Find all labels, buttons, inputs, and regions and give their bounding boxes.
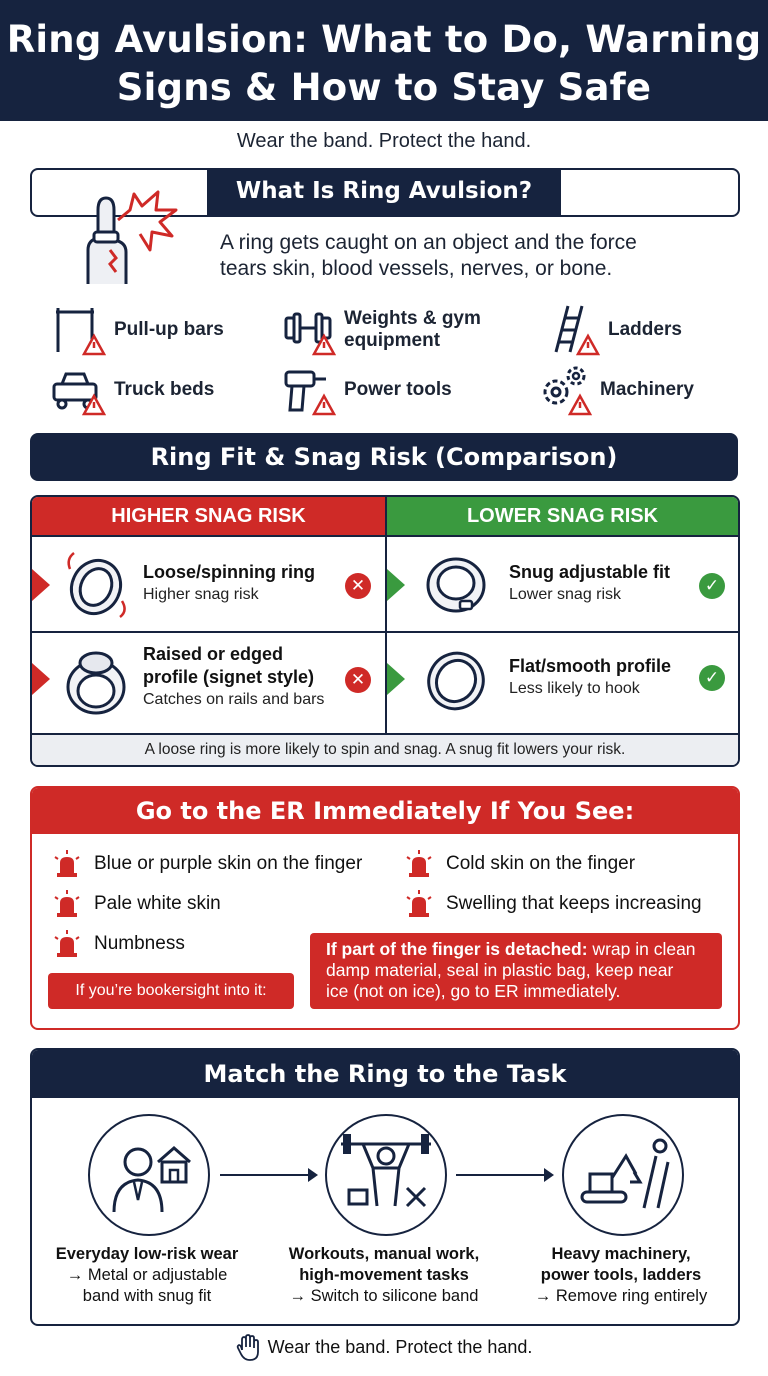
hazard-weights <box>282 304 481 356</box>
siren-icon <box>52 929 82 959</box>
adjustable-ring-icon <box>420 549 492 621</box>
hand-icon <box>236 1334 262 1362</box>
title-line-1: Workouts, manual work, <box>288 1245 480 1263</box>
er-sign-label: Numbness <box>94 933 185 954</box>
er-note-line-3: ice (not on ice), go to ER immediately. <box>326 981 621 1001</box>
icon-circle <box>562 1114 684 1236</box>
lower-risk-header: LOWER SNAG RISK <box>387 497 738 535</box>
gears-icon <box>538 364 592 416</box>
comparison-title: Ring Fit & Snag Risk (Comparison) <box>30 433 738 481</box>
column-title <box>506 1244 736 1286</box>
tagline: Wear the band. Protect the hand. <box>236 130 532 152</box>
er-sign-label: Blue or purple skin on the finger <box>94 853 363 874</box>
what-description <box>220 230 720 282</box>
flat-ring-icon <box>420 643 492 719</box>
match-column-everyday <box>32 1244 262 1307</box>
flow-arrow <box>220 1174 316 1176</box>
footer-slogan: Wear the band. Protect the hand. <box>267 1336 533 1357</box>
loose-ring-icon <box>60 549 132 621</box>
drill-icon <box>282 364 336 416</box>
footer <box>0 1334 768 1362</box>
er-sign-item <box>52 889 221 919</box>
er-note-left: If you’re bookersight into it: <box>48 973 294 1009</box>
what-desc-line-1: A ring gets caught on an object and the force <box>220 231 637 254</box>
injured-finger-icon <box>72 180 184 286</box>
lower-risk-item <box>509 561 699 606</box>
er-sign-label: Pale white skin <box>94 893 221 914</box>
match-title: Match the Ring to the Task <box>32 1050 738 1098</box>
er-sign-item <box>52 849 362 879</box>
person-house-icon <box>90 1116 208 1234</box>
match-column-heavy <box>506 1244 736 1307</box>
divider <box>385 497 387 733</box>
hazard-pull-up-bars <box>52 304 224 356</box>
higher-risk-item <box>143 643 333 711</box>
siren-icon <box>52 889 82 919</box>
arrow-marker <box>387 569 405 601</box>
advice-line-2: band with snug fit <box>82 1287 212 1305</box>
hazard-truck-beds <box>52 364 214 416</box>
item-title-line-2: profile (signet style) <box>143 667 315 687</box>
column-title <box>269 1244 499 1286</box>
er-sign-label: Swelling that keeps increasing <box>446 893 702 914</box>
column-advice: → Remove ring entirely <box>534 1287 708 1305</box>
er-note-detached <box>310 933 722 1009</box>
item-subtitle: Higher snag risk <box>143 586 259 603</box>
item-subtitle: Less likely to hook <box>509 680 640 697</box>
x-mark-icon: ✕ <box>345 573 371 599</box>
hazard-label: Power tools <box>344 379 452 400</box>
item-title: Snug adjustable fit <box>509 562 671 582</box>
er-sign-label: Cold skin on the finger <box>446 853 636 874</box>
advice-line-1: → Metal or adjustable <box>66 1266 228 1284</box>
excavator-ladder-icon <box>564 1116 682 1234</box>
signet-ring-icon <box>60 643 132 719</box>
arrow-marker <box>32 663 50 695</box>
hazard-machinery <box>538 364 694 416</box>
item-title-line-1: Raised or edged <box>143 644 284 664</box>
er-warning-box <box>30 786 740 1030</box>
er-note-rest: wrap in clean <box>587 939 696 959</box>
check-mark-icon: ✓ <box>699 573 725 599</box>
item-title: Flat/smooth profile <box>509 656 671 676</box>
hazard-label: Machinery <box>600 379 694 400</box>
arrow-marker <box>32 569 50 601</box>
hazard-label <box>344 308 481 352</box>
lower-risk-item <box>509 655 709 700</box>
icon-circle <box>88 1114 210 1236</box>
ladder-icon <box>546 304 600 356</box>
siren-icon <box>404 889 434 919</box>
column-advice <box>32 1265 262 1307</box>
title-line-2: power tools, ladders <box>540 1266 702 1284</box>
hazard-power-tools <box>282 364 452 416</box>
comparison-table <box>30 495 740 767</box>
page-header <box>0 0 768 121</box>
arrow-marker <box>387 663 405 695</box>
column-title: Everyday low-risk wear <box>55 1245 239 1263</box>
er-title: Go to the ER Immediately If You See: <box>32 788 738 834</box>
hazard-label-line-1: Weights & gym <box>344 308 481 329</box>
hazard-ladders <box>546 304 682 356</box>
item-subtitle: Lower snag risk <box>509 586 622 603</box>
hazard-label: Ladders <box>608 319 682 340</box>
column-advice: → Switch to silicone band <box>289 1287 479 1305</box>
hazard-label: Truck beds <box>114 379 215 400</box>
er-note-line-2: damp material, seal in plastic bag, keep near <box>326 960 674 980</box>
higher-risk-item <box>143 561 333 606</box>
weightlifter-tools-icon <box>327 1116 445 1234</box>
what-section-title: What Is Ring Avulsion? <box>207 168 561 217</box>
item-title: Loose/spinning ring <box>143 562 315 582</box>
dumbbell-icon <box>282 304 336 356</box>
icon-circle <box>325 1114 447 1236</box>
siren-icon <box>52 849 82 879</box>
er-sign-item <box>404 889 702 919</box>
er-note-bold: If part of the finger is detached: <box>326 939 588 959</box>
item-title <box>143 643 333 689</box>
what-desc-line-2: tears skin, blood vessels, nerves, or bone. <box>220 257 613 280</box>
match-column-workouts <box>269 1244 499 1307</box>
er-sign-item <box>52 929 185 959</box>
x-mark-icon: ✕ <box>345 667 371 693</box>
siren-icon <box>404 849 434 879</box>
title-line-1: Heavy machinery, <box>551 1245 691 1263</box>
page-title <box>0 0 768 112</box>
title-line-2: Signs & How to Stay Safe <box>116 66 652 109</box>
pull-up-bar-icon <box>52 304 106 356</box>
hazard-label-line-2: equipment <box>344 330 441 351</box>
truck-icon <box>52 364 106 416</box>
check-mark-icon: ✓ <box>699 665 725 691</box>
item-subtitle: Catches on rails and bars <box>143 691 325 708</box>
flow-arrow <box>456 1174 552 1176</box>
title-line-1: Ring Avulsion: What to Do, Warning <box>6 18 762 61</box>
hazard-label: Pull-up bars <box>114 319 224 340</box>
match-section <box>30 1048 740 1326</box>
higher-risk-header: HIGHER SNAG RISK <box>32 497 385 535</box>
title-line-2: high-movement tasks <box>299 1266 469 1284</box>
comparison-footer: A loose ring is more likely to spin and snag. A snug fit lowers your risk. <box>32 733 738 767</box>
er-sign-item <box>404 849 635 879</box>
